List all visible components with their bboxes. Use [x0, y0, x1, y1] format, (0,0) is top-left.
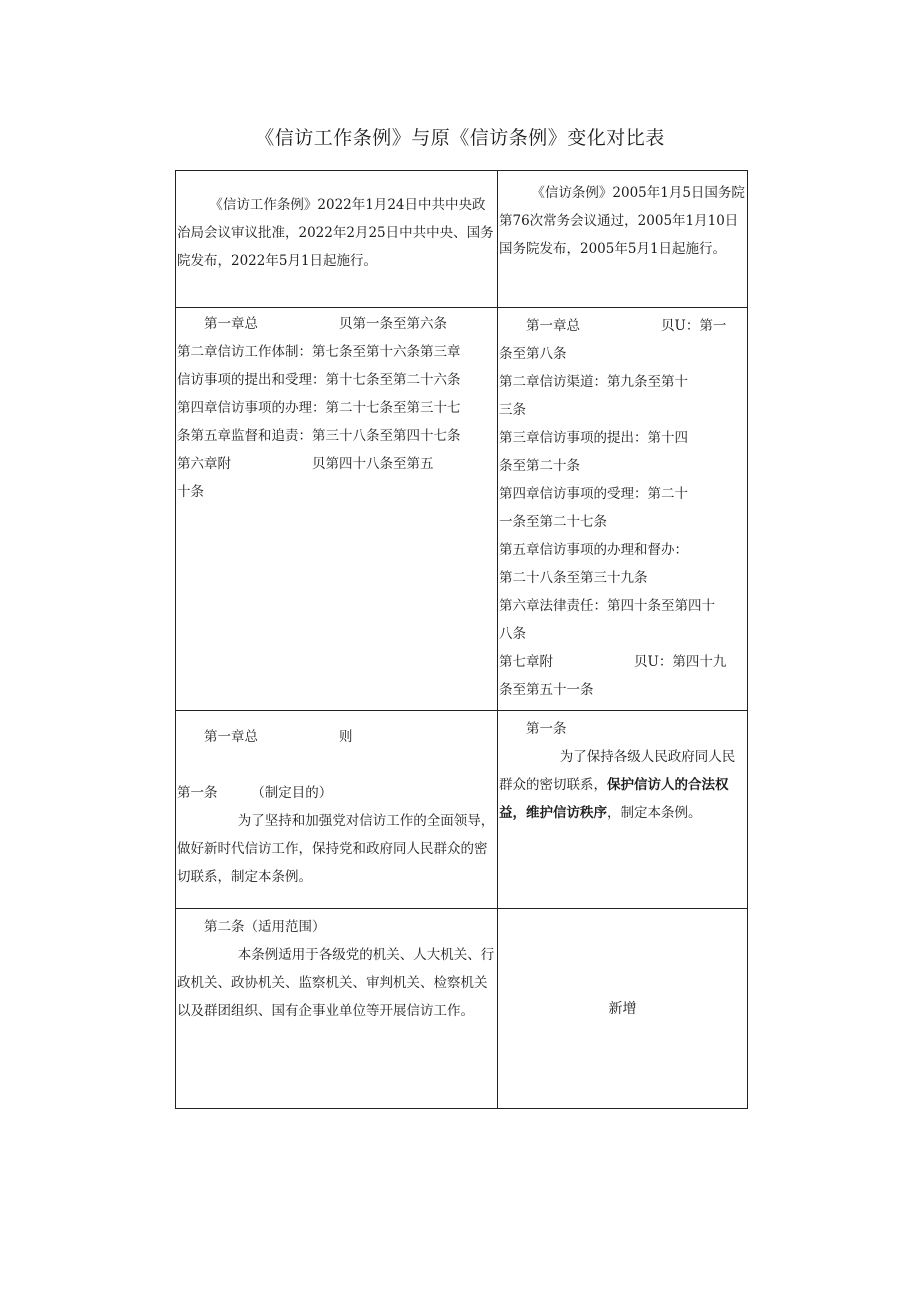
old-toc-line: 条至第二十条: [499, 458, 580, 474]
old-article-1-text-end: ，制定本条例。: [607, 805, 702, 821]
new-toc-line: 十条: [177, 484, 204, 500]
cell-old-regulation-info: [498, 171, 748, 308]
old-toc-line: 条至第八条: [499, 346, 567, 362]
old-toc-line: 条至第五十一条: [499, 682, 594, 698]
table-row-header: [176, 171, 748, 308]
old-regulation-info: 《信访条例》2005年1月5日国务院第76次常务会议通过，2005年1月10日国务院发布，2005年5月1日起施行。: [499, 185, 745, 257]
cell-new-regulation-info: [176, 171, 498, 308]
cell-old-article-1: [498, 711, 748, 909]
cell-new-article-1: [176, 711, 498, 909]
old-toc-line: 第二章信访渠道：第九条至第十: [499, 374, 688, 390]
new-chapter-heading: 第一章总 则: [204, 729, 353, 745]
old-toc-line: 第一章总 贝U：第一: [526, 318, 727, 334]
cell-new-article-2: [176, 909, 498, 1109]
new-article-2-body: 本条例适用于各级党的机关、人大机关、行政机关、政协机关、监察机关、审判机关、检察机关以及群团组织、国有企事业单位等开展信访工作。: [177, 947, 495, 1019]
new-toc-line: 第六章附 贝第四十八条至第五: [177, 456, 434, 472]
old-toc-line: 第七章附 贝U：第四十九: [499, 654, 727, 670]
old-toc-line: 八条: [499, 626, 526, 642]
table-row-toc: [176, 308, 748, 711]
new-toc-line: 第四章信访事项的办理：第二十七条至第三十七: [177, 400, 461, 416]
new-toc-line: 第一章总 贝第一条至第六条: [204, 316, 447, 332]
old-article-1-text: 为了保持各级人民政府同人民群众的密切联系，: [499, 749, 736, 793]
old-toc-line: 一条至第二十七条: [499, 514, 607, 530]
old-toc-line: 第三章信访事项的提出：第十四: [499, 430, 688, 446]
old-article-1-body: [499, 743, 746, 827]
old-article-1-highlight: 保护信访人的合法权益，维护信访秩序: [499, 777, 729, 821]
comparison-table: [175, 170, 748, 1109]
new-article-2-heading: 第二条（适用范围）: [204, 919, 326, 935]
new-addition-label: 新增: [608, 1000, 637, 1017]
table-row-article-2: [176, 909, 748, 1109]
cell-old-article-2: [498, 909, 748, 1109]
old-toc-line: 第四章信访事项的受理：第二十: [499, 486, 688, 502]
old-toc-line: 第二十八条至第三十九条: [499, 570, 648, 586]
new-article-1-heading: 第一条 （制定目的）: [177, 785, 333, 801]
old-article-1-heading: 第一条: [526, 721, 567, 737]
new-toc-line: 第二章信访工作体制：第七条至第十六条第三章: [177, 344, 461, 360]
new-regulation-info: 《信访工作条例》2022年1月24日中共中央政治局会议审议批准，2022年2月25日中共中央、国务院发布，2022年5月1日起施行。: [177, 197, 494, 269]
new-toc-line: 条第五章监督和追责：第三十八条至第四十七条: [177, 428, 461, 444]
cell-new-toc: [176, 308, 498, 711]
cell-old-toc: [498, 308, 748, 711]
new-toc-line: 信访事项的提出和受理：第十七条至第二十六条: [177, 372, 461, 388]
table-row-article-1: [176, 711, 748, 909]
new-article-1-body: 为了坚持和加强党对信访工作的全面领导，做好新时代信访工作，保持党和政府同人民群众的密切联系，制定本条例。: [177, 813, 495, 885]
old-toc-line: 三条: [499, 402, 526, 418]
spacer: [177, 751, 496, 779]
document-title: 《信访工作条例》与原《信访条例》变化对比表: [255, 127, 665, 149]
old-toc-line: 第五章信访事项的办理和督办：: [499, 542, 688, 558]
old-toc-line: 第六章法律责任：第四十条至第四十: [499, 598, 715, 614]
